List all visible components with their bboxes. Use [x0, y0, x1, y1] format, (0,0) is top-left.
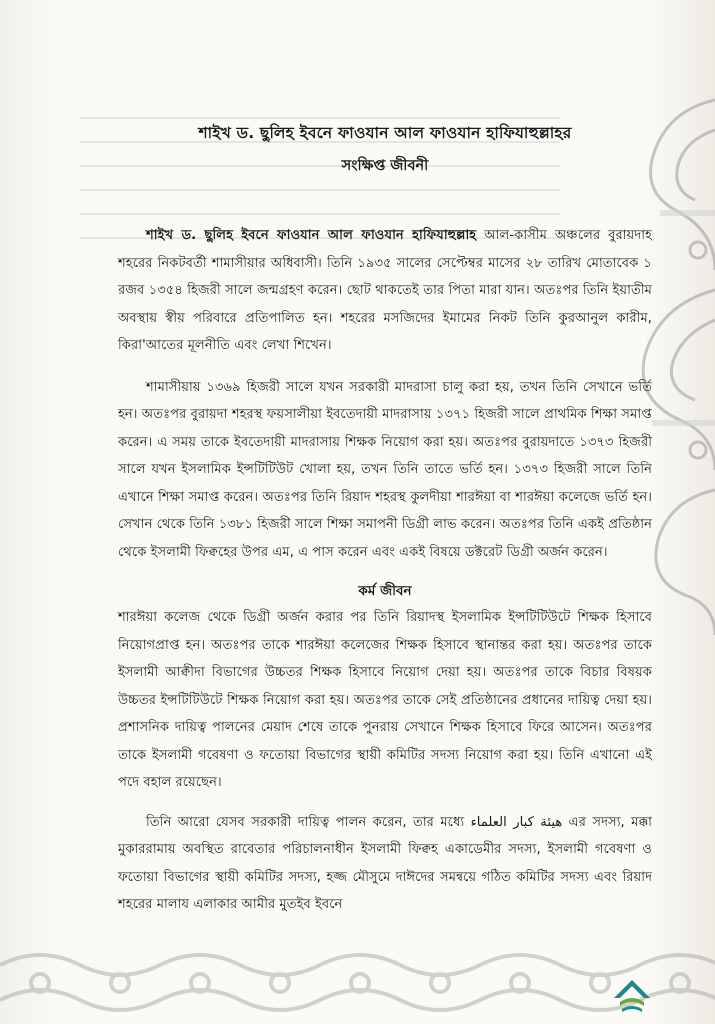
paragraph-intro-lead: শাইখ ড. ছুলিহ ইবনে ফাওযান আল ফাওযান হাফিযাহুল্লাহ: [146, 228, 477, 243]
floral-border-pattern-icon: [0, 945, 715, 1024]
paragraph-responsibilities: তিনি আরো যেসব সরকারী দায়িত্ব পালন করেন, তার মধ্যে هيئة كبار العلماء এর সদস্য, মক্কা মুকাররামায় অবস্থিত রাবেতার পরিচালনাধীন ইসলামী ফিক্বহ একাডেমীর সদস্য, ইসলামী গবেষণা ও ফতোয়া বিভাগের স্থায়ী কমিটির সদস্য, হজ্জ মৌসুমে দাঈদের সমন্বয়ে গঠিত কমিটির সদস্য এবং রিয়াদ শহরের মালায এলাকার আমীর মুতইব ইবনে: [118, 814, 652, 912]
page-subtitle: সংক্ষিপ্ত জীবনী: [341, 158, 429, 174]
page-title: শাইখ ড. ছুলিহ ইবনে ফাওযান আল ফাওযান হাফিযাহুল্লাহর: [198, 124, 572, 142]
section-heading-career: কর্ম জীবন: [358, 583, 412, 599]
paragraph-career: শারঈয়া কলেজ থেকে ডিগ্রী অর্জন করার পর তিনি রিয়াদস্থ ইসলামিক ইন্সটিটিউটে শিক্ষক হিসাবে নিয়োগপ্রাপ্ত হন। অতঃপর তাকে শারঈয়া কলেজের শিক্ষক হিসাবে স্থানান্তর করা হয়। অতঃপর তাকে ইসলামী আক্বীদা বিভাগের উচ্চতর শিক্ষক হিসাবে নিয়োগ দেয়া হয়। অতঃপর তাকে বিচার বিষয়ক উচ্চতর ইন্সটিটিউটে শিক্ষক নিয়োগ করা হয়। অতঃপর তাকে সেই প্রতিষ্ঠানের প্রধানের দায়িত্ব দেয়া হয়। প্রশাসনিক দায়িত্ব পালনের মেয়াদ শেষে তাকে পুনরায় সেখানে শিক্ষক হিসাবে ফিরে আসেন। অতঃপর তাকে ইসলামী গবেষণা ও ফতোয়া বিভাগের স্থায়ী কমিটির সদস্য নিয়োগ করা হয়। তিনি এখানো এই পদে বহাল রয়েছেন।: [118, 610, 652, 790]
paragraph-intro: [118, 222, 652, 360]
publisher-logo-icon: [610, 976, 654, 1016]
document-body: [118, 122, 652, 919]
paragraph-education: শামাসীয়ায় ১৩৬৯ হিজরী সালে যখন সরকারী মাদরাসা চালু করা হয়, তখন তিনি সেখানে ভর্তি হন। অতঃপর বুরায়দা শহরস্থ ফয়সালীয়া ইবতেদায়ী মাদরাসায় ১৩৭১ হিজরী সালে প্রাথমিক শিক্ষা সমাপ্ত করেন। এ সময় তাকে ইবতেদায়ী মাদরাসায় শিক্ষক নিয়োগ করা হয়। অতঃপর বুরায়দাতে ১৩৭৩ হিজরী সালে যখন ইসলামিক ইন্সটিটিউট খোলা হয়, তখন তিনি তাতে ভর্তি হন। ১৩৭৩ হিজরী সালে তিনি এখানে শিক্ষা সমাপ্ত করেন। অতঃপর তিনি রিয়াদ শহরস্থ কুলদীয়া শারঈয়া বা শারঈয়া কলেজে ভর্তি হন। সেখান থেকে তিনি ১৩৮১ হিজরী সালে শিক্ষা সমাপনী ডিগ্রী লাভ করেন। অতঃপর তিনি একই প্রতিষ্ঠান থেকে ইসলামী ফিক্বহের উপর এম, এ পাস করেন এবং একই বিষয়ে ডক্টরেট ডিগ্রী অর্জন করেন।: [118, 379, 652, 560]
paragraph-intro-text: আল-কাসীম অঞ্চলের বুরায়দাহ শহরের নিকটবর্তী শামাসীয়ার অধিবাসী। তিনি ১৯৩৫ সালের সেপ্টেম্বর মাসের ২৮ তারিখ মোতাবেক ১ রজব ১৩৫৪ হিজরী সালে জন্মগ্রহণ করেন। ছোট থাকতেই তার পিতা মারা যান। অতঃপর তিনি ইয়াতীম অবস্থায় স্বীয় পরিবারে প্রতিপালিত হন। শহরের মসজিদের ইমামের নিকট তিনি কুরআনুল কারীম, কিরা'আতের মূলনীতি এবং লেখা শিখেন।: [118, 228, 652, 353]
